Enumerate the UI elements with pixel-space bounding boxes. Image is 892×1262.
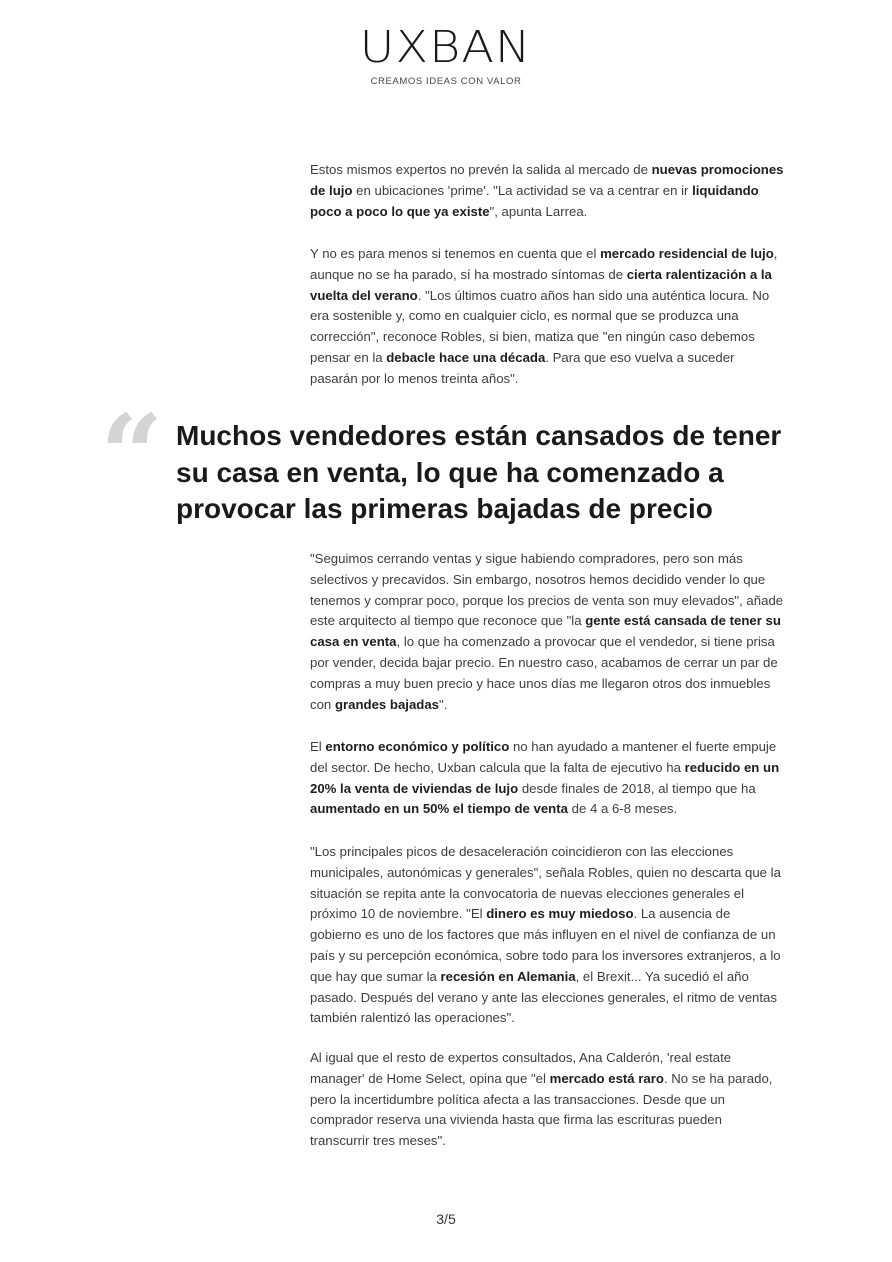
quote-mark-icon: “	[100, 390, 164, 519]
text-run: . No se ha parado, pero la incertidumbre política afecta a las transacciones. Desde que un comprador reserva una vivienda hasta que firma las escrituras pueden transcurrir tres meses".	[310, 1070, 773, 1149]
text-run: Al igual que el resto de expertos consultados, Ana Calderón, 'real estate manager' de Home Select, opina que "el	[310, 1050, 732, 1086]
text-run: ", apunta Larrea.	[489, 203, 588, 219]
article-paragraph-2	[310, 244, 784, 390]
bold-text: grandes bajadas	[334, 696, 440, 712]
logo-tagline: CREAMOS IDEAS CON VALOR	[370, 76, 522, 87]
article-paragraph-4	[310, 737, 784, 820]
paragraph-text	[310, 842, 784, 1029]
bold-text: mercado está raro	[549, 1070, 664, 1086]
bold-text: debacle hace una década	[386, 349, 546, 365]
bold-text: mercado residencial de lujo	[600, 246, 774, 261]
bold-text: entorno económico y político	[325, 739, 510, 754]
bold-text: recesión en Alemania	[440, 968, 576, 984]
paragraph-text	[310, 549, 784, 715]
text-run: "Los principales picos de desaceleración coincidieron con las elecciones municipales, autonómicas y generales", señala Robles, quien no descarta que la situación se repita ante la convocatoria de nuevas elecciones generales el próximo 10 de noviembre. "El	[310, 844, 781, 922]
bold-text: nuevas promociones de lujo	[310, 162, 784, 198]
article-paragraph-5	[310, 842, 784, 1029]
bold-text: aumentado en un 50% el tiempo de venta	[310, 801, 568, 817]
text-run: . La ausencia de gobierno es uno de los factores que más influyen en el nivel de confianza de un país y su percepción económica, sobre todo para los inversores extranjeros, a lo que hay que sumar la	[310, 906, 781, 984]
text-run: "Seguimos cerrando ventas y sigue habiendo compradores, pero son más selectivos y precavidos. Sin embargo, nosotros hemos decidido vender lo que tenemos y comprar poco, porque los precios de venta son muy elevados", añade este arquitecto al tiempo que reconoce que "la	[310, 551, 784, 629]
article-paragraph-3	[310, 549, 784, 715]
text-run: en ubicaciones 'prime'. "La actividad se va a centrar en ir	[352, 182, 693, 198]
logo-wordmark: UXBAN	[360, 22, 532, 73]
bold-text: gente está cansada de tener su casa en venta	[310, 613, 781, 650]
text-run: , el Brexit... Ya sucedió el año pasado. Después del verano y ante las elecciones generales, el ritmo de ventas también ralentizó las operaciones".	[310, 968, 777, 1026]
text-run: Estos mismos expertos no prevén la salida al mercado de	[310, 162, 652, 177]
page-number: 3/5	[436, 1211, 456, 1227]
paragraph-text	[310, 737, 784, 820]
article-paragraph-6	[310, 1048, 784, 1152]
bold-text: dinero es muy miedoso	[486, 906, 634, 922]
text-run: El	[310, 739, 326, 754]
text-run: , aunque no se ha parado, sí ha mostrado síntomas de	[310, 246, 778, 282]
brand-logo	[0, 24, 892, 87]
pull-quote: Muchos vendedores están cansados de tener su casa en venta, lo que ha comenzado a provocar las primeras bajadas de precio	[176, 420, 782, 524]
text-run: , lo que ha comenzado a provocar que el vendedor, si tiene prisa por vender, decida bajar precio. En nuestro caso, acabamos de cerrar un par de compras a muy buen precio y hace unos días me llegaron otros dos inmuebles con	[310, 634, 778, 712]
text-run: . Para que eso vuelva a suceder pasarán por lo menos treinta años".	[310, 349, 735, 386]
text-run: de 4 a 6-8 meses.	[567, 801, 678, 817]
text-run: Y no es para menos si tenemos en cuenta que el	[310, 246, 601, 261]
paragraph-text	[310, 1048, 784, 1152]
text-run: . "Los últimos cuatro años han sido una auténtica locura. No era sostenible y, como en cualquier ciclo, es normal que se produzca una corrección", reconoce Robles, si bien, matiza que "en ningún caso debemos pensar en la	[310, 287, 770, 365]
bold-text: reducido en un 20% la venta de viviendas de lujo	[310, 759, 780, 796]
bold-text: liquidando poco a poco lo que ya existe	[310, 182, 759, 219]
text-run: no han ayudado a mantener el fuerte empuje del sector. De hecho, Uxban calcula que la falta de ejecutivo ha	[310, 739, 777, 775]
text-run: desde finales de 2018, al tiempo que ha	[518, 780, 756, 796]
bold-text: cierta ralentización a la vuelta del verano	[310, 266, 772, 303]
paragraph-text	[310, 244, 784, 390]
article-paragraph-1	[310, 160, 784, 222]
text-run: ".	[439, 696, 448, 712]
paragraph-text	[310, 160, 784, 222]
